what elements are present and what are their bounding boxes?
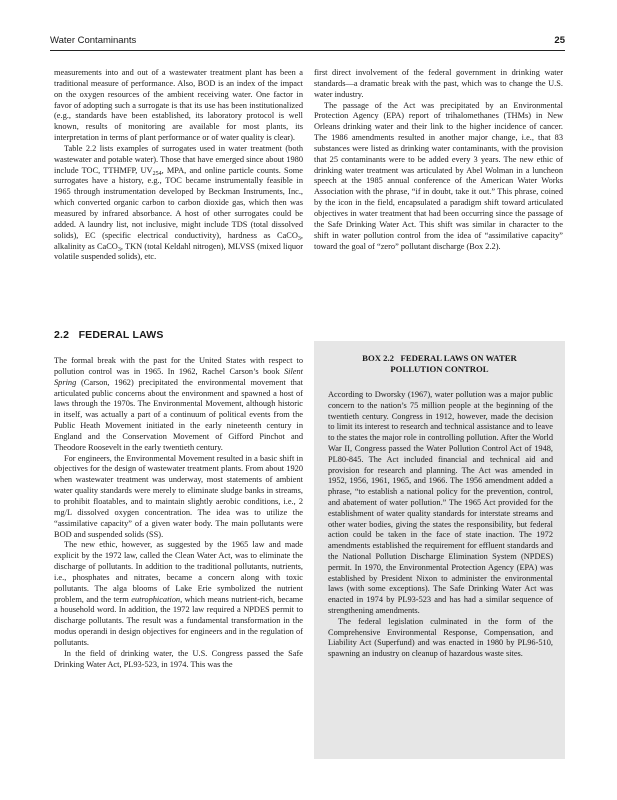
paragraph: According to Dworsky (1967), water pollution was a major public concern to the nation’s 75 million people at the beginning of the twentieth century. Congress in 1912, however, made the decision to limit its interest to research and technical assistance and to leave to the states the major role in controlling pollution. After the World War II, Congress passed the Water Pollution Control Act of 1948, PL80-845. The Act included financial and technical aid and provision for research and planning. The Act was amended in 1952, 1956, 1961, 1965, and 1966. The 1956 amendment added a phrase, “to establish a national policy for the prevention, control, and abatement of water pollution.” The 1965 Act provided for the establishment of water quality standards for interstate streams and other water bodies, giving the states the responsibility, but federal action could be taken in the face of state inaction. The 1972 amendments established the requirement for effluent standards and the National Pollution Discharge Elimination System (NPDES) permit. In 1970, the Environmental Protection Agency (EPA) was established by President Nixon to administer the environmental laws (with some exceptions). The Safe Drinking Water Act was enacted in 1974 by PL93-523 and has had a similar sequence of strengthening amendments. xyxy=(328,390,553,615)
section-heading xyxy=(54,329,164,341)
left-column-bottom xyxy=(54,356,303,670)
paragraph: In the field of drinking water, the U.S. Congress passed the Safe Drinking Water Act, PL93-523, in 1974. This was the xyxy=(54,648,303,669)
right-column-top xyxy=(314,68,563,252)
paragraph: The passage of the Act was precipitated by an Environmental Protection Agency (EPA) report of trihalomethanes (THMs) in New Orleans drinking water and their link to the higher incidence of cancer. The 1986 amendments resulted in another major change, i.e., that 83 substances were listed as drinking water contaminants, with the provision that 25 contaminants were to be added every 3 years. The new ethic of drinking water treatment was articulated by Abel Wolman in a luncheon speech at the 1985 annual conference of the American Water Works Association with the phrase, “if in doubt, take it out.” This phrase, coined by the icon in the field, encapsulated a paradigm shift toward articulated objectives in water treatment that had been occurring since the passage of the Safe Drinking Water Act. This shift was similar in character to the shift in water pollution control from the idea of “assimilative capacity” toward the goal of “zero” pollutant discharge (Box 2.2). xyxy=(314,100,563,251)
paragraph: first direct involvement of the federal government in drinking water standards—a dramatic break with the past, which was to change the U.S. water industry. xyxy=(314,68,563,99)
paragraph: The formal break with the past for the United States with respect to pollution control was in 1965. In 1962, Rachel Carson’s book Silent Spring (Carson, 1962) precipitated the environmental movement that articulated public concerns about the environment and spawned a host of laws through the 1970s. The Environmental Movement, although historic in itself, was actually a part of a continuum of political events from the Public Heath Movement initiated in the early nineteenth century in England and the Conservation Movement of Gifford Pinchot and Theodore Roosevelt in the early twentieth century. xyxy=(54,356,303,452)
running-title: Water Contaminants xyxy=(50,35,137,46)
running-header xyxy=(50,35,565,49)
paragraph: For engineers, the Environmental Movement resulted in a basic shift in objectives for the design of wastewater treatment plants. From about 1920 when wastewater treatment was underway, most statements of ambient water quality standards were merely to eliminate sludge banks in streams, to prohibit floatables, and to maintain slightly aerobic conditions, i.e., 2 mg/L dissolved oxygen concentration. The idea was to utilize the “assimilative capacity” of a given water body. The main pollutants were BOD and suspended solids (SS). xyxy=(54,453,303,539)
paragraph: measurements into and out of a wastewater treatment plant has been a traditional measure of performance. Also, BOD is an index of the impact on the oxygen resources of the ambient receiving water. One factor in favor of adopting such a surrogate is that its use has been institutionalized (e.g., standards have been established, its laboratory protocol is well known, results of monitoring are available for most plants, its interpretation in terms of plant performance or of water quality is clear). xyxy=(54,68,303,143)
box-2-2 xyxy=(314,341,565,759)
header-rule xyxy=(50,50,565,51)
paragraph: Table 2.2 lists examples of surrogates used in water treatment (both wastewater and potable water). Those that have emerged since about 1980 include TOC, TTHMFP, $UV_{254}$, MPA, and online particle counts. Some surrogates have a history, e.g., TOC became instrumentally feasible in 1965 through instrumentation developed by Beckman Instruments, Inc., which converted organic carbon to carbon dioxide gas, which then was measured by infrared absorbance. A host of other surrogates could be added. A laundry list, not inclusive, might include TDS (total dissolved solids), EC (specific electrical conductivity), hardness as CaCO$_3$, alkalinity as CaCO$_3$, TKN (total Keldahl nitrogen), MLVSS (mixed liquor volatile suspended solids), etc. xyxy=(54,143,303,262)
book-title: Silent Spring xyxy=(54,366,303,387)
section-number: 2.2 xyxy=(54,329,70,341)
emphasized-term: eutrophication xyxy=(131,594,181,604)
page-number: 25 xyxy=(554,35,565,46)
section-title: FEDERAL LAWS xyxy=(78,329,164,341)
box-body xyxy=(328,390,553,660)
left-column-top xyxy=(54,68,303,263)
box-title: BOX 2.2 FEDERAL LAWS ON WATER POLLUTION CONTROL xyxy=(362,353,517,374)
paragraph: The federal legislation culminated in the form of the Comprehensive Environmental Response, Compensation, and Liability Act (Superfund) and was enacted in 1980 by PL96-510, spawning an industry on cleanup of hazardous waste sites. xyxy=(328,616,553,659)
paragraph: The new ethic, however, as suggested by the 1965 law and made explicit by the 1972 law, called the Clean Water Act, was to eliminate the discharge of pollutants. In addition to the traditional pollutants, nutrients, i.e., phosphates and nitrates, became a concern along with toxic pollutants. The alga blooms of Lake Erie symbolized the nutrient problem, and the term eutrophication, which means nutrient-rich, became a household word. In addition, the 1972 law required a NPDES permit to discharge pollutants. The result was a fundamental transformation in the modus operandi in design objectives for engineers and in the regulation of pollutants. xyxy=(54,540,303,647)
